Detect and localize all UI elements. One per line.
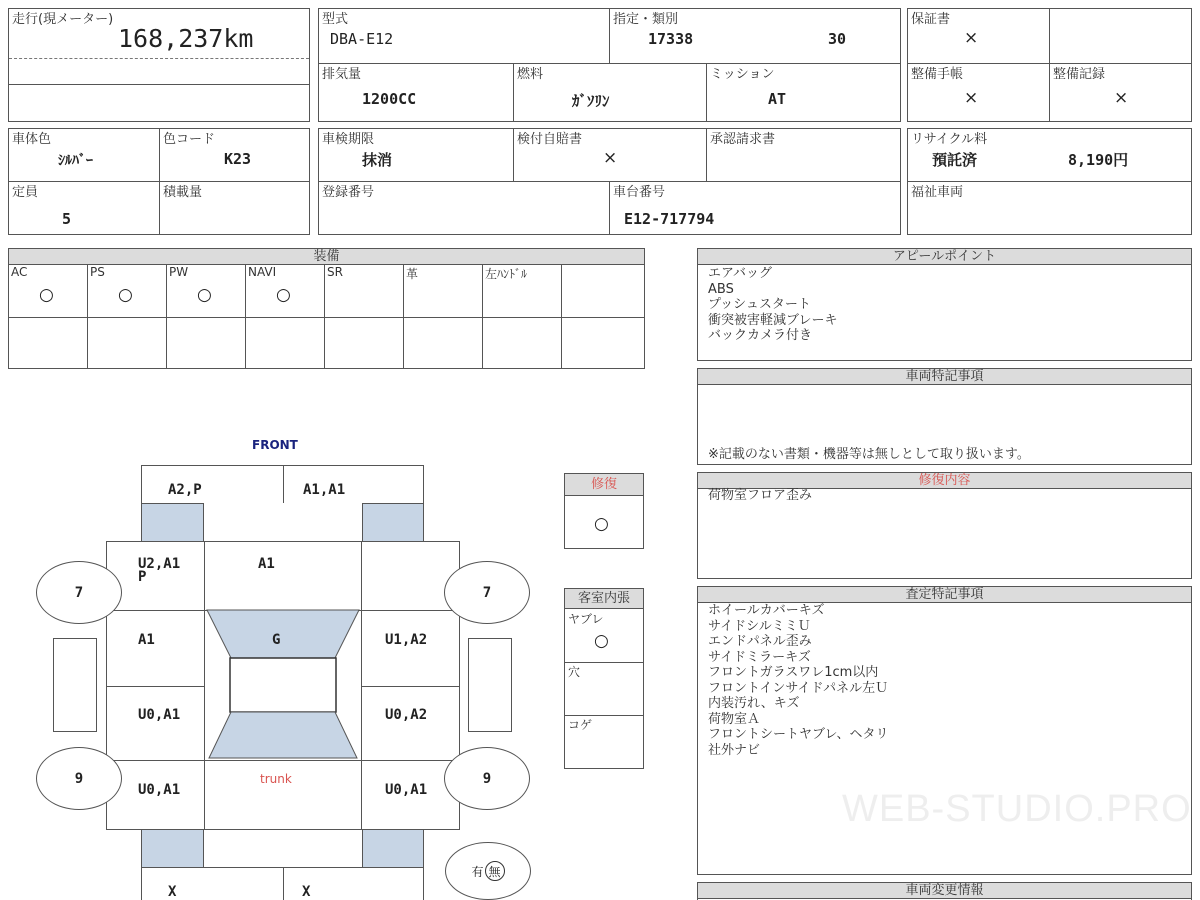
equipment-label-左ﾊﾝﾄﾞﾙ: 左ﾊﾝﾄﾞﾙ [485,267,528,281]
assessment-lines [708,603,888,758]
rear-right-mark: U0,A1 [385,782,428,798]
equipment-label-ps: PS [90,265,105,279]
recycle-amount: 8,190円 [1068,151,1129,169]
tire-rear-left[interactable]: 9 [36,747,122,810]
hood-left-mark: U2,A1 [138,556,181,572]
body-h4 [106,760,460,761]
rear-left-mark: U0,A1 [138,782,181,798]
front-center-panel[interactable] [203,503,363,542]
vehicle-notes-footer: ※記載のない書類・機器等は無しとして取り扱います。 [708,447,1030,462]
no-label: 無 [485,861,505,881]
equipment-col-divider [561,265,562,368]
door-right-mark: U0,A2 [385,707,428,723]
pillar-rear-left [141,829,204,868]
roof-panel [230,658,336,712]
hood-left-sub-mark: P [138,569,147,585]
change-info-title: 車両変更情報 [698,883,1191,899]
side-step-left[interactable] [53,638,97,732]
repair-value: ○ [594,514,609,534]
mileage-divider [9,58,309,59]
appeal-line: プッシュスタート [708,297,811,312]
equipment-label-sr: SR [327,265,343,279]
assessment-line: 社外ナビ [708,742,761,758]
pillar-front-left [141,503,204,542]
designation-value-2: 30 [828,30,847,48]
approval-label: 承認請求書 [710,132,776,147]
designation-label: 指定・類別 [613,12,679,27]
equipment-col-divider [403,265,404,368]
equipment-label-navi: NAVI [248,265,277,279]
equipment-label-革: 革 [406,267,419,281]
equipment-col-divider [324,265,325,368]
fuel-value: ｶﾞｿﾘﾝ [572,92,610,110]
appeal-line: エアバッグ [708,266,772,281]
fender-left-mark: A1 [138,632,155,648]
interior-row-label: 穴 [568,665,581,679]
color-code-label: 色コード [163,132,216,147]
body-h3 [361,686,460,687]
appeal-line: ABS [708,281,734,297]
mileage-label: 走行(現メーター) [12,12,114,27]
mileage-value: 168,237km [118,24,254,53]
rear-center-panel[interactable] [203,829,363,868]
maintenance-book-label: 整備手帳 [911,67,964,82]
equipment-label-ac: AC [11,265,28,279]
capacity-label: 定員 [12,185,39,200]
equipment-value: ○ [197,285,212,305]
displacement-value: 1200CC [362,90,417,108]
chassis-label: 車台番号 [613,185,666,200]
repair-title: 修復 [565,474,643,496]
yes-no-oval[interactable] [445,842,531,900]
interior-row-label: ヤブレ [568,612,604,626]
insurance-value: × [603,148,618,168]
glass-svg [205,608,361,760]
rear-bumper-left[interactable] [141,867,284,900]
windshield-glass [207,610,359,658]
bottom-left-mark: X [168,884,177,900]
inspection-label: 車検期限 [322,132,375,147]
front-bumper-left[interactable] [141,465,284,504]
warranty-value: × [964,28,979,48]
assessment-line: サイドシルミミＵ [708,618,811,634]
maintenance-record-label: 整備記録 [1053,67,1106,82]
interior-row-value: ○ [594,631,609,651]
equipment-col-divider [166,265,167,368]
transmission-label: ミッション [710,67,775,82]
watermark: WEB-STUDIO.PRO [842,788,1192,830]
body-color-value: ｼﾙﾊﾞｰ [58,153,93,169]
body-h2 [106,686,205,687]
equipment-value: ○ [39,285,54,305]
rear-glass [209,712,357,758]
assessment-line: フロントシートヤブレ、ヘタリ [708,727,889,742]
front-left-mark: A2,P [168,482,202,498]
bottom-right-mark: X [302,884,311,900]
assessment-line: エンドパネル歪み [708,634,812,649]
capacity-value: 5 [62,210,72,228]
interior-title: 客室内張 [565,589,643,609]
appeal-lines [708,266,837,344]
assessment-line: 内装汚れ、キズ [708,696,800,711]
vehicle-notes-title: 車両特記事項 [698,369,1191,385]
mileage-divider-2 [9,84,309,85]
fender-right-mark: U1,A2 [385,632,428,648]
hood-center-mark: A1 [258,556,275,572]
model-label: 型式 [322,12,349,27]
equipment-value: ○ [118,285,133,305]
appeal-line: 衝突被害軽減ブレーキ [708,312,838,328]
tire-front-left[interactable]: 7 [36,561,122,624]
model-value: DBA-E12 [330,30,394,48]
equipment-title: 装備 [9,249,644,265]
equipment-col-divider [87,265,88,368]
welfare-label: 福祉車両 [911,185,964,200]
assessment-title: 査定特記事項 [698,587,1191,603]
recycle-label: リサイクル料 [911,132,988,147]
front-label: FRONT [252,438,298,452]
assessment-line: ホイールカバーキズ [708,603,825,618]
assessment-line: 荷物室Ａ [708,711,761,727]
fuel-label: 燃料 [517,67,544,82]
appeal-title: アピールポイント [698,249,1191,265]
appeal-line: バックカメラ付き [708,328,813,343]
windshield-mark: G [272,632,281,648]
chassis-value: E12-717794 [624,210,715,228]
repair-details-text: 荷物室フロア歪み [708,488,813,503]
assessment-line: サイドミラーキズ [708,649,811,665]
trunk-label: trunk [260,772,292,786]
transmission-value: AT [768,90,787,108]
color-code-value: K23 [224,150,252,168]
pillar-front-right [362,503,424,542]
front-right-mark: A1,A1 [303,482,346,498]
registration-label: 登録番号 [322,185,375,200]
displacement-label: 排気量 [322,67,362,82]
designation-value-1: 17338 [648,30,694,48]
body-color-label: 車体色 [12,132,52,147]
interior-row-label: コゲ [568,718,593,732]
yes-label: 有 [471,864,484,879]
assessment-line: フロントインサイドパネル左Ｕ [708,680,889,696]
load-capacity-label: 積載量 [163,185,203,200]
assessment-line: フロントガラスワレ1cm以内 [708,665,879,680]
repair-details-title: 修復内容 [698,473,1191,489]
equipment-label-pw: PW [169,265,189,279]
tire-front-right[interactable]: 7 [444,561,530,624]
insurance-label: 検付自賠書 [517,132,583,147]
inspection-value: 抹消 [362,151,393,169]
recycle-status: 預託済 [932,151,978,169]
equipment-col-divider [482,265,483,368]
tire-rear-right[interactable]: 9 [444,747,530,810]
door-left-mark: U0,A1 [138,707,181,723]
equipment-col-divider [245,265,246,368]
warranty-extra-box [1049,8,1192,64]
pillar-rear-right [362,829,424,868]
side-step-right[interactable] [468,638,512,732]
equipment-row-divider [9,317,644,318]
body-v2 [361,541,362,830]
maintenance-record-value: × [1114,88,1129,108]
warranty-label: 保証書 [911,12,951,27]
maintenance-book-value: × [964,88,979,108]
equipment-value: ○ [276,285,291,305]
